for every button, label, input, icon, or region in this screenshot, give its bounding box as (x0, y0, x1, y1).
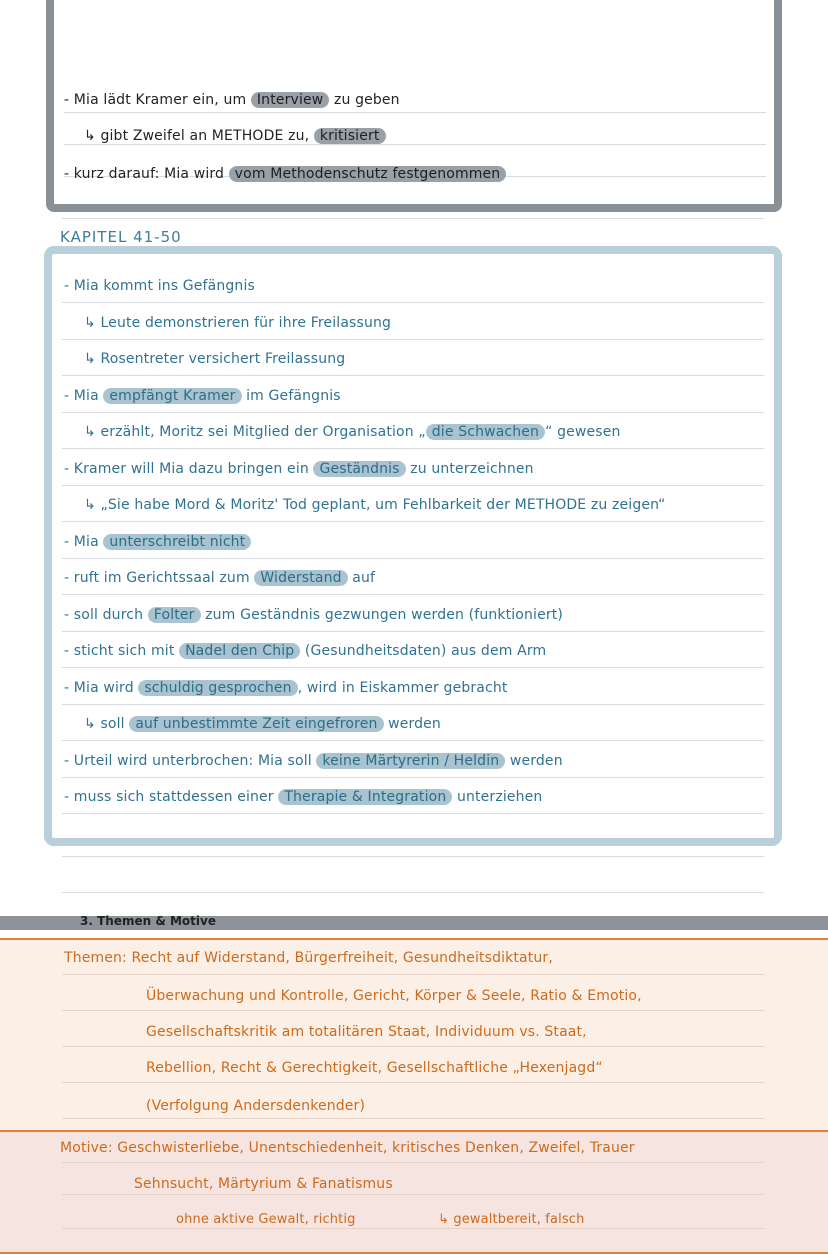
notebook-rule (64, 144, 766, 145)
notebook-rule (62, 974, 764, 975)
note-text: (Gesundheitsdaten) aus dem Arm (300, 643, 547, 659)
note-line (84, 424, 621, 440)
highlighted-keyword: auf unbestimmte Zeit eingefroren (129, 716, 383, 732)
notebook-rule (62, 218, 764, 219)
notebook-rule (62, 558, 764, 559)
notebook-rule (62, 667, 764, 668)
note-text: im Gefängnis (241, 387, 341, 404)
themes-line: Gesellschaftskritik am totalitären Staat, Individuum vs. Staat, (146, 1024, 587, 1040)
highlighted-keyword: Therapie & Integration (278, 789, 452, 805)
note-text: zu geben (329, 92, 400, 108)
note-text: ↳ Leute demonstrieren für ihre Freilassung (84, 314, 392, 331)
note-line (64, 166, 506, 182)
notebook-rule (62, 375, 764, 376)
note-text: unterziehen (452, 789, 543, 805)
motives-note: ↳ gewaltbereit, falsch (438, 1212, 585, 1227)
highlighted-keyword: schuldig gesprochen (138, 680, 297, 696)
notebook-rule (62, 485, 764, 486)
notebook-rule (62, 856, 764, 857)
highlighted-keyword: Geständnis (313, 461, 405, 477)
notebook-rule (62, 1046, 764, 1047)
notebook-rule (62, 777, 764, 778)
highlighted-keyword: unterschreibt nicht (103, 534, 251, 550)
note-text: ↳ „Sie habe Mord & Moritz' Tod geplant, um Fehlbarkeit der METHODE zu zeigen“ (84, 497, 666, 513)
notebook-rule (62, 813, 764, 814)
note-text: , wird in Eiskammer gebracht (297, 679, 508, 696)
note-text: - muss sich stattdessen einer (64, 789, 279, 805)
notebook-rule (62, 1194, 764, 1195)
note-line (64, 680, 508, 696)
highlighted-keyword: vom Methodenschutz festgenommen (229, 166, 507, 182)
note-line (84, 497, 666, 513)
note-text: zum Geständnis gezwungen werden (funktioniert) (200, 606, 563, 623)
note-text: ↳ Rosentreter versichert Freilassung (84, 351, 346, 367)
note-line (64, 607, 563, 623)
notebook-rule (62, 740, 764, 741)
notebook-rule (62, 448, 764, 449)
note-text: auf (347, 570, 376, 586)
note-text: - ruft im Gerichtssaal zum (64, 570, 255, 586)
notebook-rule (62, 339, 764, 340)
notebook-rule (62, 594, 764, 595)
motives-line: Sehnsucht, Märtyrium & Fanatismus (134, 1176, 393, 1192)
notebook-rule (62, 704, 764, 705)
note-text: - sticht sich mit (64, 643, 180, 659)
motives-note: ohne aktive Gewalt, richtig (176, 1212, 356, 1227)
note-text: - Mia wird (64, 679, 139, 696)
note-text: “ gewesen (545, 424, 621, 440)
note-text: ↳ erzählt, Moritz sei Mitglied der Organisation „ (84, 424, 426, 440)
note-text: - Mia lädt Kramer ein, um (64, 92, 251, 108)
note-line (64, 388, 341, 404)
note-text: zu unterzeichnen (405, 460, 534, 477)
note-line (84, 128, 386, 144)
highlighted-keyword: Nadel den Chip (179, 643, 300, 659)
highlighted-keyword: Interview (251, 92, 329, 108)
note-line (64, 570, 375, 586)
note-text: - Mia (64, 533, 104, 550)
themes-line: Überwachung und Kontrolle, Gericht, Körper & Seele, Ratio & Emotio, (146, 988, 642, 1004)
note-text: ↳ soll (84, 716, 130, 732)
notebook-rule (62, 1162, 764, 1163)
note-text: - Mia kommt ins Gefängnis (64, 278, 255, 294)
notebook-rule (62, 631, 764, 632)
note-line (84, 716, 441, 732)
themes-line: (Verfolgung Andersdenkender) (146, 1098, 366, 1114)
motives-line: Motive: Geschwisterliebe, Unentschiedenheit, kritisches Denken, Zweifel, Trauer (60, 1140, 635, 1156)
notebook-rule (62, 1082, 764, 1083)
notebook-rule (64, 112, 766, 113)
chapter-heading: KAPITEL 41-50 (60, 228, 182, 246)
highlighted-keyword: Widerstand (254, 570, 347, 586)
section-title: 3. Themen & Motive (80, 914, 216, 928)
note-line (64, 534, 251, 550)
notebook-rule (62, 1010, 764, 1011)
highlighted-keyword: die Schwachen (426, 424, 545, 440)
notebook-rule (62, 1118, 764, 1119)
note-line (64, 753, 563, 769)
highlighted-keyword: empfängt Kramer (103, 388, 241, 404)
note-text: werden (505, 752, 563, 769)
note-text: - soll durch (64, 606, 148, 623)
notebook-rule (62, 892, 764, 893)
note-line (64, 278, 255, 294)
note-text: - Kramer will Mia dazu bringen ein (64, 460, 314, 477)
note-text: - Mia (64, 387, 104, 404)
note-text: werden (383, 716, 441, 732)
note-line (64, 643, 546, 659)
notebook-rule (62, 521, 764, 522)
note-text: - Urteil wird unterbrochen: Mia soll (64, 752, 317, 769)
themes-line: Themen: Recht auf Widerstand, Bürgerfreiheit, Gesundheitsdiktatur, (64, 950, 553, 966)
notebook-rule (62, 302, 764, 303)
themes-line: Rebellion, Recht & Gerechtigkeit, Gesellschaftliche „Hexenjagd“ (146, 1060, 603, 1076)
note-text: - kurz darauf: Mia wird (64, 166, 229, 182)
highlighted-keyword: keine Märtyrerin / Heldin (316, 753, 505, 769)
highlighted-keyword: kritisiert (314, 128, 386, 144)
highlighted-keyword: Folter (148, 607, 201, 623)
note-line (84, 351, 345, 367)
notebook-rule (62, 412, 764, 413)
notebook-rule (62, 1228, 764, 1229)
note-text: ↳ gibt Zweifel an METHODE zu, (84, 128, 314, 144)
note-line (64, 92, 400, 108)
note-line (84, 315, 391, 331)
note-line (64, 461, 534, 477)
note-line (64, 789, 542, 805)
